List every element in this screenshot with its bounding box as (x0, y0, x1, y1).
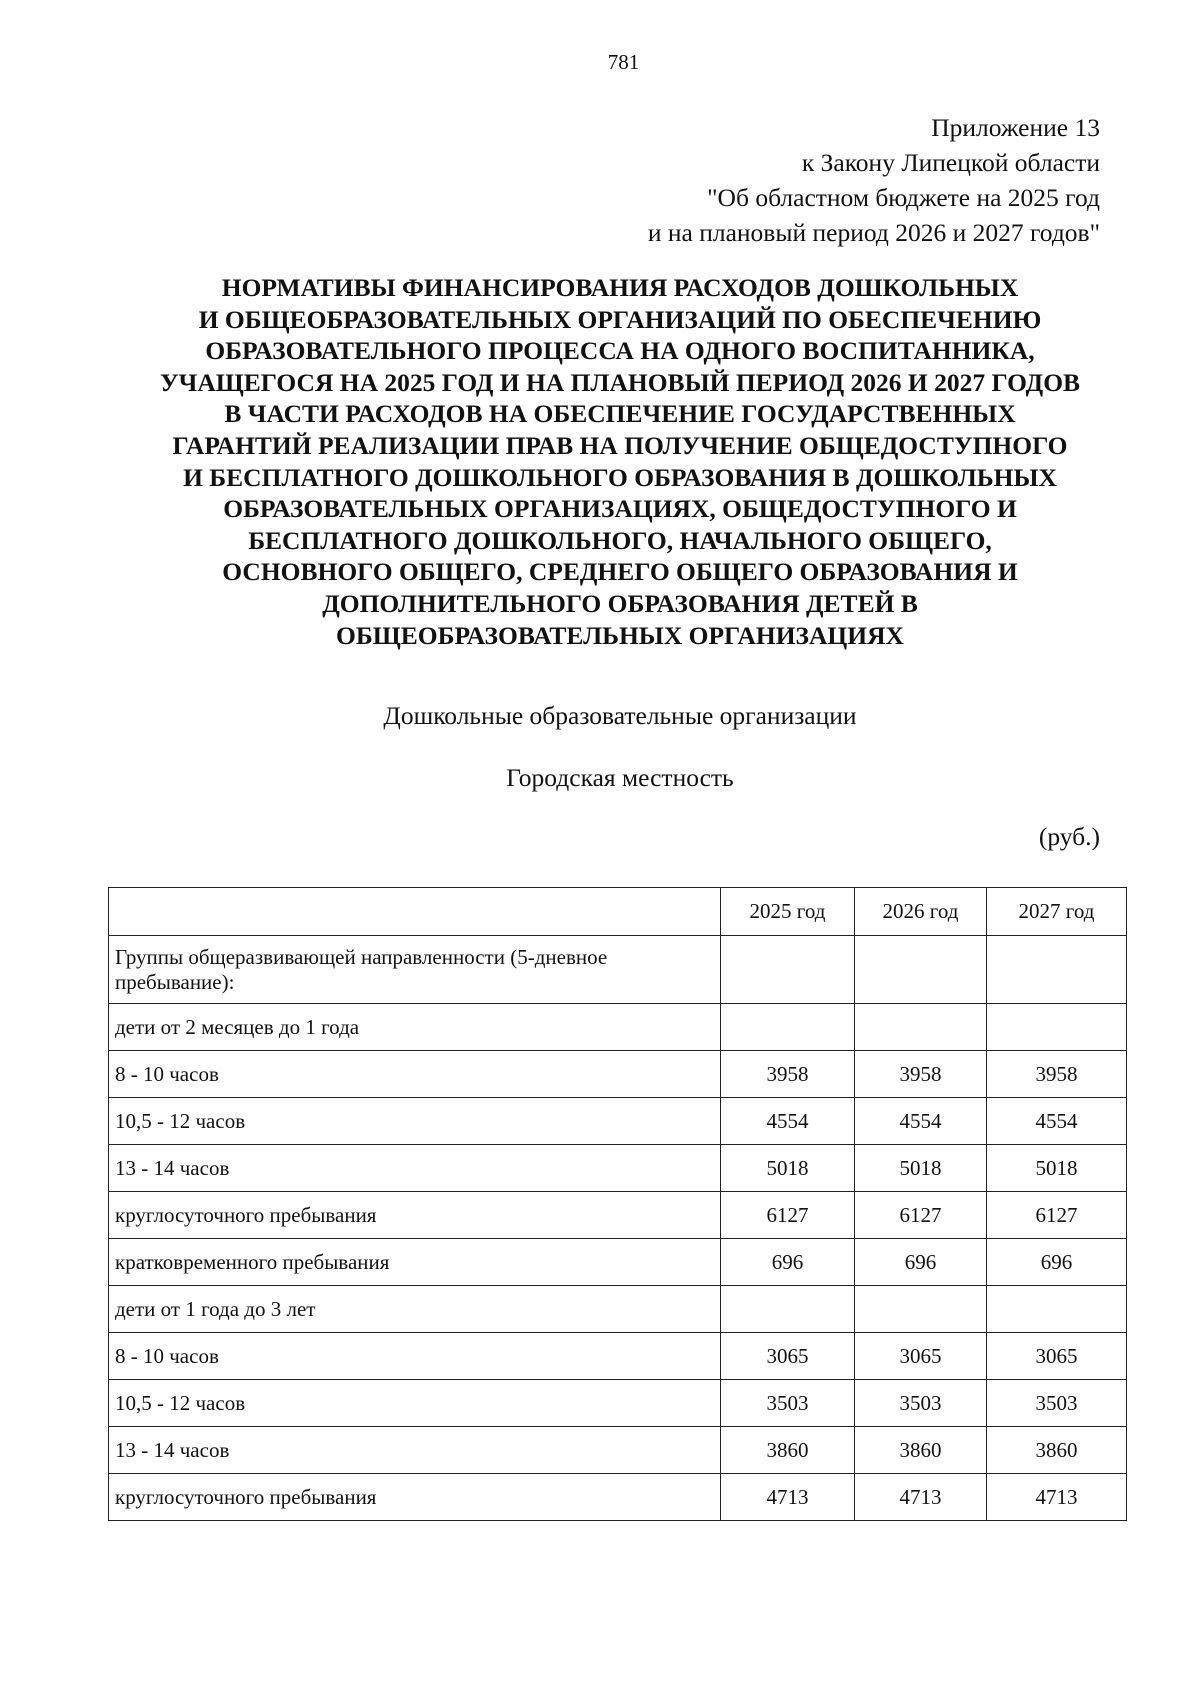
value-2026: 3503 (855, 1380, 987, 1427)
value-2025: 4713 (721, 1474, 855, 1521)
row-label: 13 - 14 часов (109, 1145, 721, 1192)
value-2025: 3065 (721, 1333, 855, 1380)
table-row (109, 1239, 1127, 1286)
value-2026: 3860 (855, 1427, 987, 1474)
row-label: круглосуточного пребывания (109, 1474, 721, 1521)
title-line: ОБРАЗОВАТЕЛЬНОГО ПРОЦЕССА НА ОДНОГО ВОСПИТАННИКА, (205, 336, 1035, 366)
value-2027 (987, 936, 1127, 1004)
table-row (109, 1192, 1127, 1239)
table-row (109, 936, 1127, 1004)
table-row (109, 1004, 1127, 1051)
title-line: ОСНОВНОГО ОБЩЕГО, СРЕДНЕГО ОБЩЕГО ОБРАЗОВАНИЯ И (222, 557, 1018, 587)
value-2026: 3958 (855, 1051, 987, 1098)
value-2025: 696 (721, 1239, 855, 1286)
value-2025: 5018 (721, 1145, 855, 1192)
value-2025: 3503 (721, 1380, 855, 1427)
value-2027: 4713 (987, 1474, 1127, 1521)
value-2027: 696 (987, 1239, 1127, 1286)
value-2025: 4554 (721, 1098, 855, 1145)
value-2026: 696 (855, 1239, 987, 1286)
row-label: 13 - 14 часов (109, 1427, 721, 1474)
value-2026: 3065 (855, 1333, 987, 1380)
units-label: (руб.) (1038, 822, 1100, 851)
table-row (109, 1098, 1127, 1145)
title-line: В ЧАСТИ РАСХОДОВ НА ОБЕСПЕЧЕНИЕ ГОСУДАРСТВЕННЫХ (224, 399, 1016, 429)
title-line: ГАРАНТИЙ РЕАЛИЗАЦИИ ПРАВ НА ПОЛУЧЕНИЕ ОБЩЕДОСТУПНОГО (172, 430, 1068, 460)
value-2025: 6127 (721, 1192, 855, 1239)
title-line: ДОПОЛНИТЕЛЬНОГО ОБРАЗОВАНИЯ ДЕТЕЙ В (322, 588, 918, 618)
funding-norms-table (108, 887, 1127, 1521)
row-label: 8 - 10 часов (109, 1333, 721, 1380)
table-row (109, 1286, 1127, 1333)
value-2026 (855, 1004, 987, 1051)
title-line: БЕСПЛАТНОГО ДОШКОЛЬНОГО, НАЧАЛЬНОГО ОБЩЕГО, (248, 525, 992, 555)
value-2025: 3958 (721, 1051, 855, 1098)
table-row (109, 1427, 1127, 1474)
table-row (109, 1145, 1127, 1192)
title-line: ОБЩЕОБРАЗОВАТЕЛЬНЫХ ОРГАНИЗАЦИЯХ (336, 620, 904, 650)
appendix-line: и на плановый период 2026 и 2027 годов" (647, 218, 1100, 247)
value-2025 (721, 936, 855, 1004)
value-2025 (721, 1004, 855, 1051)
title-line: НОРМАТИВЫ ФИНАНСИРОВАНИЯ РАСХОДОВ ДОШКОЛЬНЫХ (221, 273, 1019, 302)
row-label: дети от 2 месяцев до 1 года (109, 1004, 721, 1051)
appendix-line: к Закону Липецкой области (801, 148, 1100, 177)
title-line: ОБРАЗОВАТЕЛЬНЫХ ОРГАНИЗАЦИЯХ, ОБЩЕДОСТУПНОГО И (223, 494, 1017, 524)
value-2026 (855, 1286, 987, 1333)
value-2027: 3860 (987, 1427, 1127, 1474)
header-cell-2027: 2027 год (987, 888, 1127, 936)
header-cell-2025: 2025 год (721, 888, 855, 936)
appendix-line: Приложение 13 (931, 113, 1100, 142)
title-line: И БЕСПЛАТНОГО ДОШКОЛЬНОГО ОБРАЗОВАНИЯ В ДОШКОЛЬНЫХ (183, 462, 1057, 492)
header-cell-2026: 2026 год (855, 888, 987, 936)
table-row (109, 1051, 1127, 1098)
appendix-reference (648, 110, 1100, 250)
table-header-row (109, 888, 1127, 936)
appendix-line: "Об областном бюджете на 2025 год (707, 183, 1100, 212)
document-title (95, 272, 1145, 651)
value-2025 (721, 1286, 855, 1333)
value-2025: 3860 (721, 1427, 855, 1474)
row-label: дети от 1 года до 3 лет (109, 1286, 721, 1333)
section-heading: Дошкольные образовательные организации (383, 701, 857, 730)
subsection-heading: Городская местность (506, 763, 734, 792)
table-row (109, 1333, 1127, 1380)
header-cell-empty (109, 888, 721, 936)
row-label: 8 - 10 часов (109, 1051, 721, 1098)
row-label: кратковременного пребывания (109, 1239, 721, 1286)
value-2026 (855, 936, 987, 1004)
value-2026: 6127 (855, 1192, 987, 1239)
value-2026: 4713 (855, 1474, 987, 1521)
table-row (109, 1380, 1127, 1427)
value-2027 (987, 1286, 1127, 1333)
value-2027 (987, 1004, 1127, 1051)
value-2027: 5018 (987, 1145, 1127, 1192)
title-line: И ОБЩЕОБРАЗОВАТЕЛЬНЫХ ОРГАНИЗАЦИЙ ПО ОБЕСПЕЧЕНИЮ (198, 304, 1042, 334)
value-2027: 3503 (987, 1380, 1127, 1427)
row-label: Группы общеразвивающей направленности (5-дневное пребывание): (109, 936, 721, 1004)
value-2026: 4554 (855, 1098, 987, 1145)
row-label: 10,5 - 12 часов (109, 1380, 721, 1427)
row-label: круглосуточного пребывания (109, 1192, 721, 1239)
value-2027: 3065 (987, 1333, 1127, 1380)
value-2027: 4554 (987, 1098, 1127, 1145)
page-number: 781 (607, 50, 640, 74)
title-line: УЧАЩЕГОСЯ НА 2025 ГОД И НА ПЛАНОВЫЙ ПЕРИОД 2026 И 2027 ГОДОВ (159, 367, 1081, 397)
table-row (109, 1474, 1127, 1521)
value-2027: 6127 (987, 1192, 1127, 1239)
row-label: 10,5 - 12 часов (109, 1098, 721, 1145)
value-2026: 5018 (855, 1145, 987, 1192)
value-2027: 3958 (987, 1051, 1127, 1098)
